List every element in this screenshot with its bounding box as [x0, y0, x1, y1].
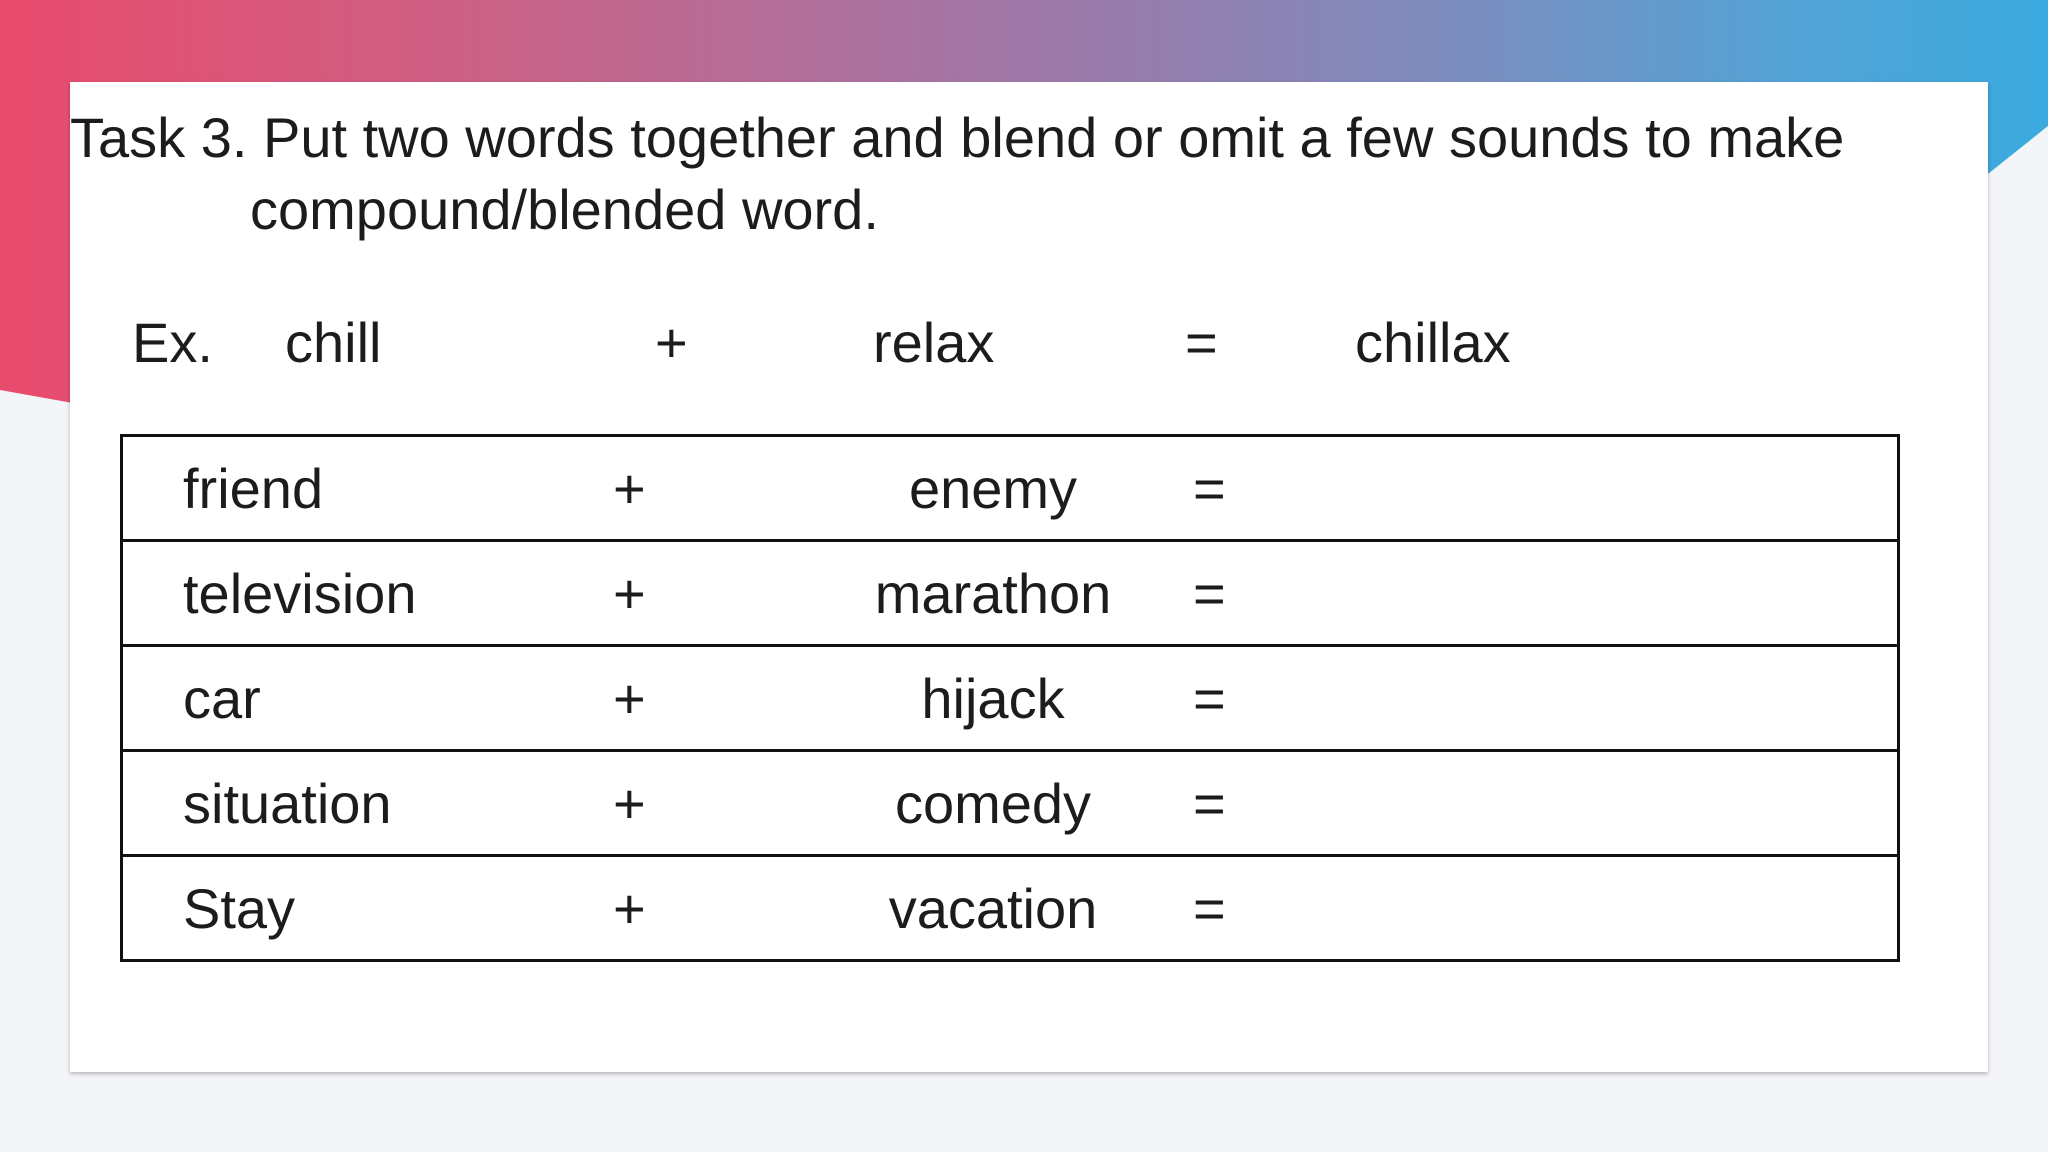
table-row [122, 541, 1899, 646]
row-word-1: Stay [122, 856, 614, 961]
row-equals-sign: = [1193, 436, 1313, 541]
row-word-1: situation [122, 751, 614, 856]
row-word-1: car [122, 646, 614, 751]
row-answer-cell[interactable] [1313, 541, 1899, 646]
task-title-line-1: Task 3. Put two words together and blend or omit a few sounds to make [70, 106, 1845, 169]
row-word-2: hijack [793, 646, 1193, 751]
row-equals-sign: = [1193, 541, 1313, 646]
table-row [122, 856, 1899, 961]
task-title [70, 102, 1988, 246]
row-answer-cell[interactable] [1313, 436, 1899, 541]
row-answer-cell[interactable] [1313, 646, 1899, 751]
row-word-2: enemy [793, 436, 1193, 541]
row-equals-sign: = [1193, 856, 1313, 961]
row-equals-sign: = [1193, 646, 1313, 751]
table-row [122, 436, 1899, 541]
example-label: Ex. [132, 311, 213, 374]
row-plus-sign: + [613, 541, 793, 646]
example-word-1: chill [285, 311, 382, 374]
row-word-1: television [122, 541, 614, 646]
worksheet-card [70, 82, 1988, 1072]
row-answer-cell[interactable] [1313, 856, 1899, 961]
row-word-2: marathon [793, 541, 1193, 646]
blend-word-table [120, 434, 1900, 962]
row-equals-sign: = [1193, 751, 1313, 856]
row-word-2: vacation [793, 856, 1193, 961]
task-title-line-2: compound/blended word. [250, 178, 879, 241]
example-equals-sign: = [1185, 311, 1218, 374]
table-row [122, 751, 1899, 856]
example-line [70, 310, 1988, 390]
example-result: chillax [1355, 311, 1511, 374]
row-plus-sign: + [613, 436, 793, 541]
row-word-2: comedy [793, 751, 1193, 856]
row-answer-cell[interactable] [1313, 751, 1899, 856]
example-word-2: relax [873, 311, 995, 374]
row-word-1: friend [122, 436, 614, 541]
example-plus-sign: + [655, 311, 688, 374]
row-plus-sign: + [613, 856, 793, 961]
row-plus-sign: + [613, 646, 793, 751]
table-row [122, 646, 1899, 751]
row-plus-sign: + [613, 751, 793, 856]
